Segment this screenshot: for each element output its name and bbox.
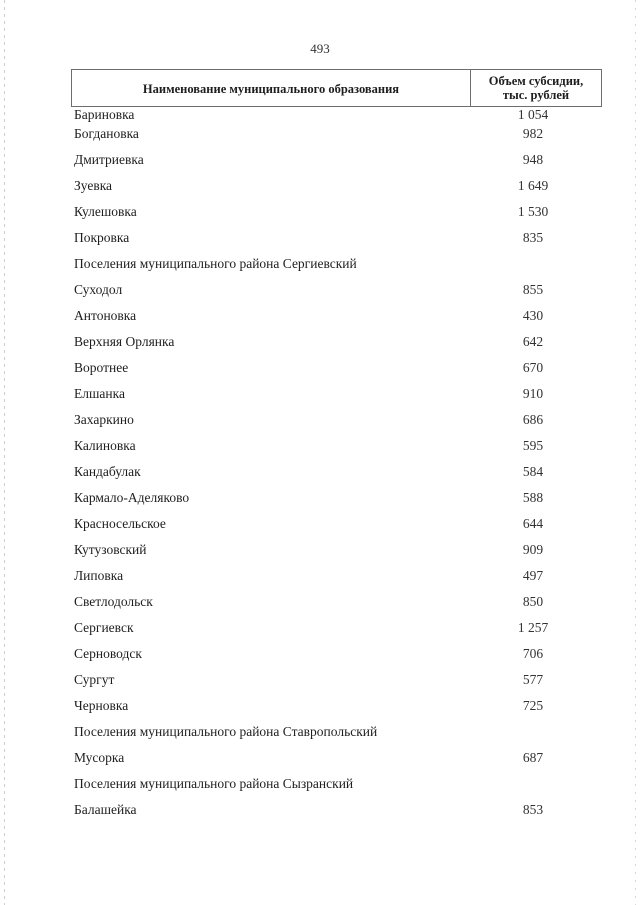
table-row: [0, 204, 640, 230]
municipality-name: Елшанка: [74, 386, 125, 401]
municipality-name: Кандабулак: [74, 464, 141, 479]
table-row: [0, 594, 640, 620]
page-number: 493: [310, 41, 330, 56]
municipality-name: Покровка: [74, 230, 130, 245]
municipality-name: Зуевка: [74, 178, 113, 193]
subsidy-value: 1 054: [517, 107, 549, 122]
municipality-name: Бариновка: [74, 107, 135, 122]
subsidy-value: 850: [522, 594, 544, 609]
column-header-name: Наименование муниципального образования: [72, 70, 471, 106]
table-row: [0, 108, 640, 126]
subsidy-value: 725: [522, 698, 544, 713]
table-row: [0, 568, 640, 594]
table-row: [0, 776, 640, 802]
subsidy-value: 687: [522, 750, 544, 765]
subsidy-value: 670: [522, 360, 544, 375]
column-header-value: [471, 70, 601, 106]
table-row: [0, 230, 640, 256]
table-row: [0, 256, 640, 282]
municipality-name: Сургут: [74, 672, 115, 687]
municipality-name: Красносельское: [74, 516, 166, 531]
subsidy-value: 588: [522, 490, 544, 505]
municipality-name: Балашейка: [74, 802, 137, 817]
municipality-name: Черновка: [74, 698, 129, 713]
table-row: [0, 308, 640, 334]
municipality-name: Мусорка: [74, 750, 125, 765]
municipality-name: Суходол: [74, 282, 123, 297]
table-row: [0, 750, 640, 776]
subsidy-value: 835: [522, 230, 544, 245]
table-row: [0, 698, 640, 724]
municipality-name: Верхняя Орлянка: [74, 334, 175, 349]
municipality-name: Липовка: [74, 568, 124, 583]
subsidy-value: 853: [522, 802, 544, 817]
municipality-name: Воротнее: [74, 360, 129, 375]
table-row: [0, 542, 640, 568]
municipality-name: Дмитриевка: [74, 152, 144, 167]
municipality-name: Поселения муниципального района Сызранский: [74, 776, 354, 791]
municipality-name: Захаркино: [74, 412, 134, 427]
municipality-name: Богдановка: [74, 126, 139, 141]
table-row: [0, 282, 640, 308]
table-row: [0, 412, 640, 438]
subsidy-value: 982: [522, 126, 544, 141]
subsidy-value: 948: [522, 152, 544, 167]
table-row: [0, 464, 640, 490]
municipality-name: Поселения муниципального района Ставропольский: [74, 724, 378, 739]
subsidy-value: 584: [522, 464, 544, 479]
table-row: [0, 360, 640, 386]
table-row: [0, 438, 640, 464]
table-body: [0, 108, 640, 828]
municipality-name: Светлодольск: [74, 594, 153, 609]
municipality-name: Кулешовка: [74, 204, 137, 219]
column-header-value-line1: Объем субсидии,: [488, 74, 584, 88]
table-row: [0, 386, 640, 412]
table-row: [0, 646, 640, 672]
table-row: [0, 152, 640, 178]
municipality-name: Кармало-Аделяково: [74, 490, 190, 505]
subsidy-value: 642: [522, 334, 544, 349]
subsidy-value: 644: [522, 516, 544, 531]
municipality-name: Серноводск: [74, 646, 142, 661]
subsidy-value: 686: [522, 412, 544, 427]
column-header-value-line2: тыс. рублей: [502, 88, 570, 102]
table-row: [0, 126, 640, 152]
table-row: [0, 334, 640, 360]
table-row: [0, 178, 640, 204]
municipality-name: Антоновка: [74, 308, 137, 323]
table-row: [0, 802, 640, 828]
table-row: [0, 724, 640, 750]
subsidy-value: 595: [522, 438, 544, 453]
municipality-name: Кутузовский: [74, 542, 147, 557]
table-row: [0, 672, 640, 698]
table-header: [71, 69, 602, 107]
subsidy-value: 497: [522, 568, 544, 583]
subsidy-value: 1 649: [517, 178, 549, 193]
municipality-name: Поселения муниципального района Сергиевский: [74, 256, 357, 271]
table-row: [0, 490, 640, 516]
subsidy-value: 706: [522, 646, 544, 661]
subsidy-value: 909: [522, 542, 544, 557]
table-row: [0, 620, 640, 646]
subsidy-value: 910: [522, 386, 544, 401]
municipality-name: Калиновка: [74, 438, 136, 453]
municipality-name: Сергиевск: [74, 620, 134, 635]
subsidy-value: 577: [522, 672, 544, 687]
table-row: [0, 516, 640, 542]
subsidy-value: 1 530: [517, 204, 549, 219]
subsidy-value: 855: [522, 282, 544, 297]
subsidy-value: 1 257: [517, 620, 549, 635]
subsidy-value: 430: [522, 308, 544, 323]
